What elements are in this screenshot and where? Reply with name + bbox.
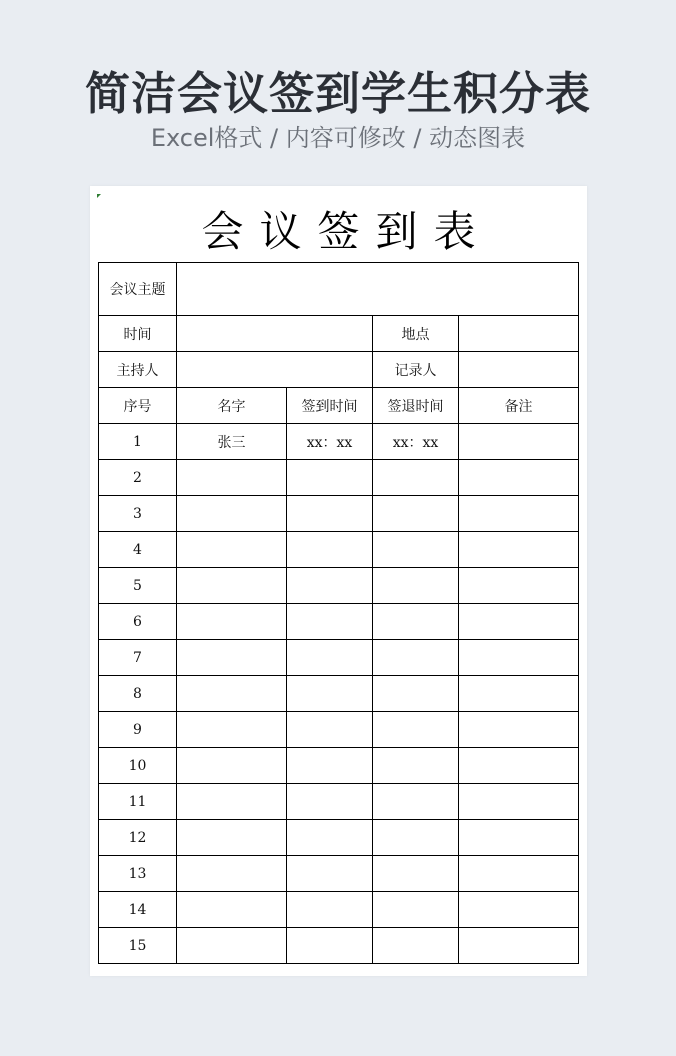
remark-cell[interactable] (459, 784, 579, 820)
remark-cell[interactable] (459, 928, 579, 964)
time-label: 时间 (99, 316, 177, 352)
sign-in-time-cell[interactable] (287, 892, 373, 928)
meeting-topic-row (99, 263, 579, 316)
sign-in-time-cell[interactable] (287, 676, 373, 712)
location-label: 地点 (373, 316, 459, 352)
attendance-row (99, 856, 579, 892)
attendance-row (99, 424, 579, 460)
sign-in-time-cell[interactable] (287, 784, 373, 820)
name-cell[interactable] (177, 460, 287, 496)
remark-cell[interactable] (459, 712, 579, 748)
attendance-row (99, 820, 579, 856)
remark-cell[interactable] (459, 568, 579, 604)
name-cell[interactable] (177, 784, 287, 820)
row-number-cell: 11 (99, 784, 177, 820)
sign-in-time-cell[interactable] (287, 532, 373, 568)
name-cell[interactable] (177, 568, 287, 604)
meeting-topic-value[interactable] (177, 263, 579, 316)
sheet-title: 会议签到表 (201, 207, 492, 256)
row-number-cell: 6 (99, 604, 177, 640)
name-cell[interactable] (177, 712, 287, 748)
attendance-row (99, 604, 579, 640)
remark-cell[interactable] (459, 532, 579, 568)
name-cell[interactable] (177, 892, 287, 928)
name-cell[interactable]: 张三 (177, 424, 287, 460)
sign-in-time-cell[interactable] (287, 712, 373, 748)
name-cell[interactable] (177, 820, 287, 856)
sign-out-time-cell[interactable] (373, 784, 459, 820)
host-label: 主持人 (99, 352, 177, 388)
attendance-row (99, 712, 579, 748)
row-number-cell: 12 (99, 820, 177, 856)
column-header-no: 序号 (99, 388, 177, 424)
sign-out-time-cell[interactable] (373, 496, 459, 532)
remark-cell[interactable] (459, 676, 579, 712)
row-number-cell: 15 (99, 928, 177, 964)
host-recorder-row (99, 352, 579, 388)
row-number-cell: 9 (99, 712, 177, 748)
sign-out-time-cell[interactable] (373, 892, 459, 928)
sign-in-time-cell[interactable] (287, 640, 373, 676)
sign-out-time-cell[interactable] (373, 820, 459, 856)
attendance-row (99, 784, 579, 820)
row-number-cell: 14 (99, 892, 177, 928)
name-cell[interactable] (177, 604, 287, 640)
row-number-cell: 10 (99, 748, 177, 784)
sign-out-time-cell[interactable] (373, 676, 459, 712)
sign-in-time-cell[interactable] (287, 604, 373, 640)
sign-out-time-cell[interactable]: xx：xx (373, 424, 459, 460)
sign-in-time-cell[interactable] (287, 928, 373, 964)
sign-in-time-cell[interactable] (287, 820, 373, 856)
attendance-row (99, 892, 579, 928)
sign-out-time-cell[interactable] (373, 460, 459, 496)
remark-cell[interactable] (459, 496, 579, 532)
location-value[interactable] (459, 316, 579, 352)
column-header-name: 名字 (177, 388, 287, 424)
sign-out-time-cell[interactable] (373, 856, 459, 892)
sign-in-time-cell[interactable]: xx：xx (287, 424, 373, 460)
time-value[interactable] (177, 316, 373, 352)
sign-out-time-cell[interactable] (373, 532, 459, 568)
attendance-row (99, 460, 579, 496)
remark-cell[interactable] (459, 460, 579, 496)
remark-cell[interactable] (459, 856, 579, 892)
sign-out-time-cell[interactable] (373, 748, 459, 784)
row-number-cell: 1 (99, 424, 177, 460)
recorder-label: 记录人 (373, 352, 459, 388)
meeting-topic-label: 会议主题 (99, 263, 177, 316)
attendance-row (99, 496, 579, 532)
name-cell[interactable] (177, 640, 287, 676)
sign-out-time-cell[interactable] (373, 640, 459, 676)
column-header-sign-out: 签退时间 (373, 388, 459, 424)
row-number-cell: 8 (99, 676, 177, 712)
sign-out-time-cell[interactable] (373, 604, 459, 640)
remark-cell[interactable] (459, 604, 579, 640)
attendance-row (99, 568, 579, 604)
column-header-remark: 备注 (459, 388, 579, 424)
cell-corner-marker (97, 194, 101, 198)
name-cell[interactable] (177, 496, 287, 532)
row-number-cell: 7 (99, 640, 177, 676)
remark-cell[interactable] (459, 424, 579, 460)
row-number-cell: 13 (99, 856, 177, 892)
remark-cell[interactable] (459, 892, 579, 928)
attendance-row (99, 928, 579, 964)
remark-cell[interactable] (459, 640, 579, 676)
banner-subtitle: Excel格式 / 内容可修改 / 动态图表 (150, 124, 526, 152)
recorder-value[interactable] (459, 352, 579, 388)
sign-in-table (98, 262, 579, 964)
column-header-row (99, 388, 579, 424)
banner-title: 简洁会议签到学生积分表 (84, 67, 591, 120)
sign-in-time-cell[interactable] (287, 856, 373, 892)
attendance-row (99, 640, 579, 676)
attendance-row (99, 532, 579, 568)
row-number-cell: 5 (99, 568, 177, 604)
remark-cell[interactable] (459, 820, 579, 856)
host-value[interactable] (177, 352, 373, 388)
sign-out-time-cell[interactable] (373, 568, 459, 604)
name-cell[interactable] (177, 928, 287, 964)
sign-in-time-cell[interactable] (287, 568, 373, 604)
sign-in-time-cell[interactable] (287, 460, 373, 496)
sign-in-time-cell[interactable] (287, 748, 373, 784)
name-cell[interactable] (177, 676, 287, 712)
attendance-row (99, 676, 579, 712)
row-number-cell: 4 (99, 532, 177, 568)
sign-in-time-cell[interactable] (287, 496, 373, 532)
remark-cell[interactable] (459, 748, 579, 784)
name-cell[interactable] (177, 532, 287, 568)
attendance-row (99, 748, 579, 784)
row-number-cell: 2 (99, 460, 177, 496)
column-header-sign-in: 签到时间 (287, 388, 373, 424)
sign-out-time-cell[interactable] (373, 928, 459, 964)
name-cell[interactable] (177, 748, 287, 784)
name-cell[interactable] (177, 856, 287, 892)
time-location-row (99, 316, 579, 352)
sign-in-sheet (90, 186, 587, 976)
sign-out-time-cell[interactable] (373, 712, 459, 748)
row-number-cell: 3 (99, 496, 177, 532)
